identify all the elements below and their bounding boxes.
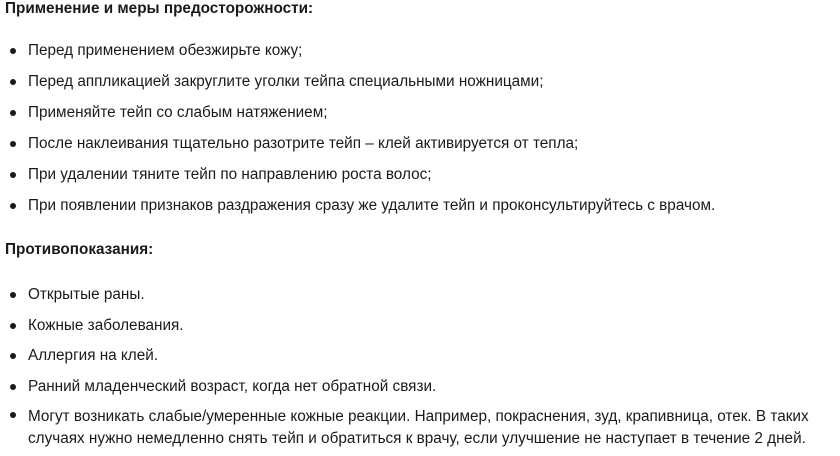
bullet-icon [10, 323, 16, 329]
bullet-icon [10, 292, 16, 298]
list-item: При появлении признаков раздражения сразу же удалите тейп и проконсультируйтесь с врачом. [0, 197, 715, 228]
bullet-icon [10, 79, 16, 85]
list-item: При удалении тяните тейп по направлению роста волос; [0, 166, 715, 197]
list-item: Перед аппликацией закруглите уголки тейпа специальными ножницами; [0, 73, 715, 104]
contraindications-heading: Противопоказания: [5, 241, 154, 258]
list-item: Ранний младенческий возраст, когда нет обратной связи. [0, 378, 840, 409]
bullet-icon [10, 48, 16, 54]
bullet-icon [10, 141, 16, 147]
list-item: Аллергия на клей. [0, 347, 840, 378]
list-item: Применяйте тейп со слабым натяжением; [0, 104, 715, 135]
bullet-icon [10, 412, 16, 418]
contraindications-list [0, 286, 840, 450]
list-item: Перед применением обезжирьте кожу; [0, 42, 715, 73]
bullet-icon [10, 172, 16, 178]
list-item: Кожные заболевания. [0, 317, 840, 348]
precautions-heading: Применение и меры предосторожности: [5, 0, 314, 17]
precautions-list [0, 42, 715, 228]
bullet-icon [10, 110, 16, 116]
bullet-icon [10, 203, 16, 209]
bullet-icon [10, 353, 16, 359]
list-item: Могут возникать слабые/умеренные кожные реакции. Например, покраснения, зуд, крапивница, отек. В таких случаях нужно немедленно снять тейп и обратиться к врачу, если улучшение не наступает в течение 2 дней. [0, 406, 840, 450]
bullet-icon [10, 384, 16, 390]
list-item: Открытые раны. [0, 286, 840, 317]
list-item: После наклеивания тщательно разотрите тейп – клей активируется от тепла; [0, 135, 715, 166]
